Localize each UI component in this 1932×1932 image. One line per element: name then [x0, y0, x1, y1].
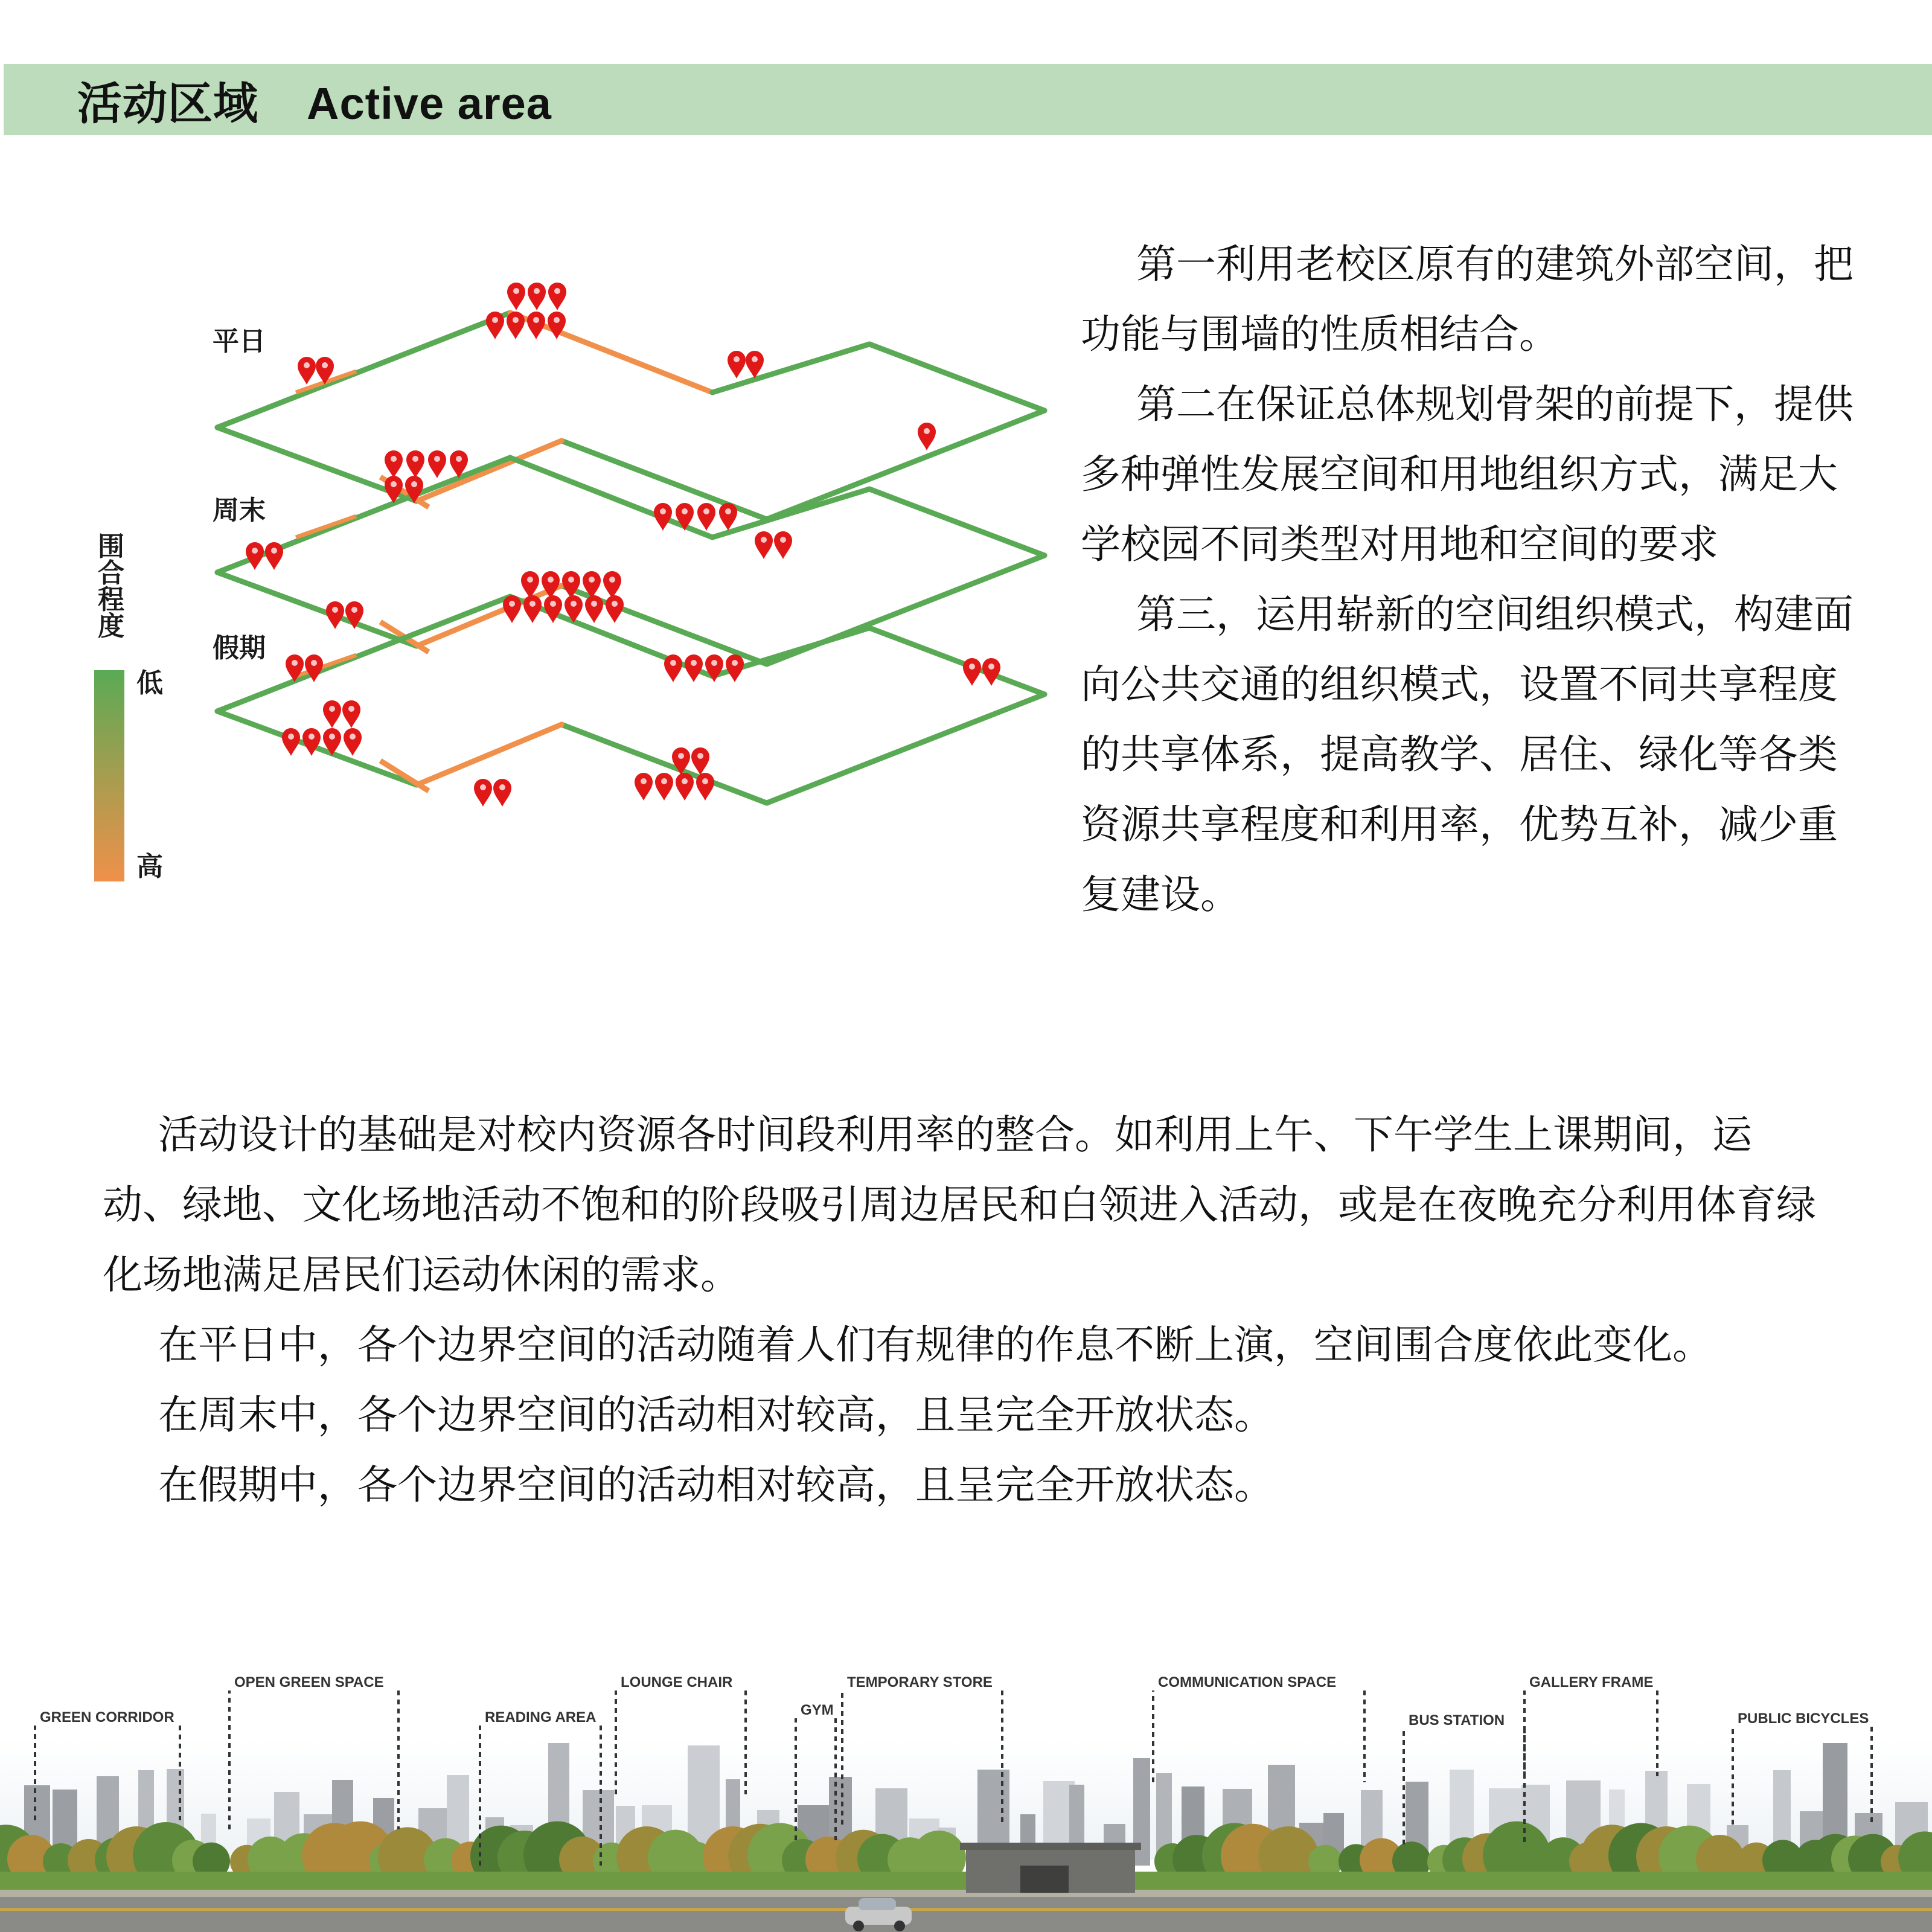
right-paragraph-3: 第三，运用崭新的空间组织模式，构建面向公共交通的组织模式，设置不同共享程度的共享体系，提高教学、居住、绿化等各类资源共享程度和利用率，优势互补，减少重复建设。	[1081, 591, 1854, 918]
map-pin-icon	[726, 654, 744, 682]
map-pin-icon	[344, 728, 362, 756]
legend	[94, 531, 163, 882]
layer-label-weekday: 平日	[213, 326, 266, 357]
map-pin-icon	[635, 773, 653, 801]
map-pin-icon	[654, 503, 672, 531]
activity-layer-diagram	[78, 266, 1069, 906]
map-pin-icon	[507, 283, 525, 310]
bottom-description	[103, 1100, 1823, 1520]
map-pin-icon	[326, 601, 344, 629]
map-pin-icon	[603, 571, 621, 599]
right-paragraph-1: 第一利用老校区原有的建筑外部空间，把功能与围墙的性质相结合。	[1081, 241, 1854, 357]
map-pin-icon	[428, 450, 446, 478]
map-pin-icon	[523, 595, 542, 623]
bottom-paragraph-2: 在平日中，各个边界空间的活动随着人们有规律的作息不断上演，空间围合度依此变化。	[158, 1322, 1712, 1368]
layer-outline-2	[217, 458, 1044, 664]
bottom-paragraph-4: 在假期中，各个边界空间的活动相对较高，且呈完全开放状态。	[158, 1462, 1274, 1508]
map-pin-icon	[302, 728, 321, 756]
legend-title-char-1: 围	[98, 531, 124, 562]
layer-outline-1	[217, 313, 1044, 519]
title-en: Active area	[307, 78, 552, 129]
map-pin-icon	[606, 595, 624, 623]
gatehouse	[960, 1843, 1141, 1893]
map-pin-icon	[342, 700, 360, 728]
map-pin-icon	[507, 312, 525, 339]
map-pin-icon	[503, 595, 521, 623]
layer-edge	[767, 694, 1044, 803]
map-pin-icon	[544, 595, 562, 623]
streetscape-label: READING AREA	[485, 1709, 597, 1726]
map-pin-icon	[696, 773, 714, 801]
map-pin-icon	[719, 503, 737, 531]
map-pin-icon	[265, 542, 283, 570]
road-line	[0, 1908, 1932, 1911]
map-pin-icon	[655, 773, 673, 801]
legend-low-label: 低	[136, 668, 163, 699]
map-pin-icon	[585, 595, 603, 623]
layer-edge	[869, 628, 1044, 694]
legend-title-char-4: 度	[98, 611, 124, 642]
legend-title-char-3: 程	[98, 584, 124, 615]
streetscape-label: LOUNGE CHAIR	[621, 1674, 733, 1690]
map-pin-icon	[691, 747, 709, 775]
map-pin-icon	[323, 700, 341, 728]
layer-edge	[869, 489, 1044, 555]
map-pin-icon	[697, 503, 715, 531]
road	[0, 1896, 1932, 1932]
streetscape-label: GREEN CORRIDOR	[40, 1709, 174, 1726]
layer-edge	[869, 344, 1044, 411]
title-cn: 活动区域	[77, 78, 258, 130]
map-pin-icon	[282, 728, 300, 756]
streetscape-label: COMMUNICATION SPACE	[1158, 1674, 1337, 1690]
map-pin-icon	[755, 531, 773, 559]
map-pin-icon	[982, 658, 1000, 686]
map-pin-icon	[705, 654, 723, 682]
streetscape-label: GYM	[801, 1702, 834, 1718]
map-pin-icon	[527, 312, 545, 339]
map-pin-icon	[562, 571, 580, 599]
map-pin-icon	[493, 779, 511, 807]
map-pin-icon	[685, 654, 703, 682]
streetscape-label: PUBLIC BICYCLES	[1738, 1710, 1869, 1727]
layer-label-holiday: 假期	[213, 633, 266, 664]
enclosure-segment	[296, 516, 356, 537]
layer-label-weekend: 周末	[213, 495, 266, 526]
map-pin-icon	[406, 450, 424, 478]
map-pin-icon	[474, 779, 492, 807]
map-pin-icon	[728, 351, 746, 379]
map-pin-icon	[385, 450, 403, 478]
streetscape-label: GALLERY FRAME	[1529, 1674, 1654, 1690]
legend-high-label: 高	[136, 851, 163, 882]
legend-gradient-bar	[94, 670, 124, 881]
page-title	[77, 75, 552, 133]
right-description	[1081, 229, 1866, 930]
bottom-paragraph-3: 在周末中，各个边界空间的活动相对较高，且呈完全开放状态。	[158, 1392, 1274, 1438]
layer-edge	[217, 711, 417, 785]
map-pin-icon	[918, 423, 936, 450]
map-pin-icon	[963, 658, 981, 686]
enclosure-segment	[296, 655, 356, 676]
map-pin-icon	[676, 773, 694, 801]
bottom-paragraph-1: 活动设计的基础是对校内资源各时间段利用率的整合。如利用上午、下午学生上课期间，运动、绿地、文化场地活动不饱和的阶段吸引周边居民和白领进入活动，或是在夜晚充分利用体育绿化场地满足居民们运动休闲的需求。	[103, 1112, 1816, 1298]
layer-outline-3	[217, 597, 1044, 803]
map-pin-icon	[664, 654, 682, 682]
map-pin-icon	[486, 312, 504, 339]
map-pin-icon	[298, 357, 316, 385]
streetscape-panorama	[0, 1666, 1932, 1932]
streetscape-label: TEMPORARY STORE	[847, 1674, 993, 1690]
map-pin-icon	[246, 542, 264, 570]
layer-edge	[417, 586, 561, 646]
streetscape-label: OPEN GREEN SPACE	[234, 1674, 384, 1690]
legend-title-char-2: 合	[98, 558, 124, 589]
streetscape-label: BUS STATION	[1409, 1712, 1505, 1729]
right-paragraph-2: 第二在保证总体规划骨架的前提下，提供多种弹性发展空间和用地组织方式，满足大学校园不同类型对用地和空间的要求	[1081, 381, 1854, 568]
layer-edge	[417, 724, 561, 785]
map-pin-icon	[746, 351, 764, 379]
map-pin-icon	[548, 283, 566, 310]
map-pin-icon	[774, 531, 792, 559]
map-pin-icon	[528, 283, 546, 310]
